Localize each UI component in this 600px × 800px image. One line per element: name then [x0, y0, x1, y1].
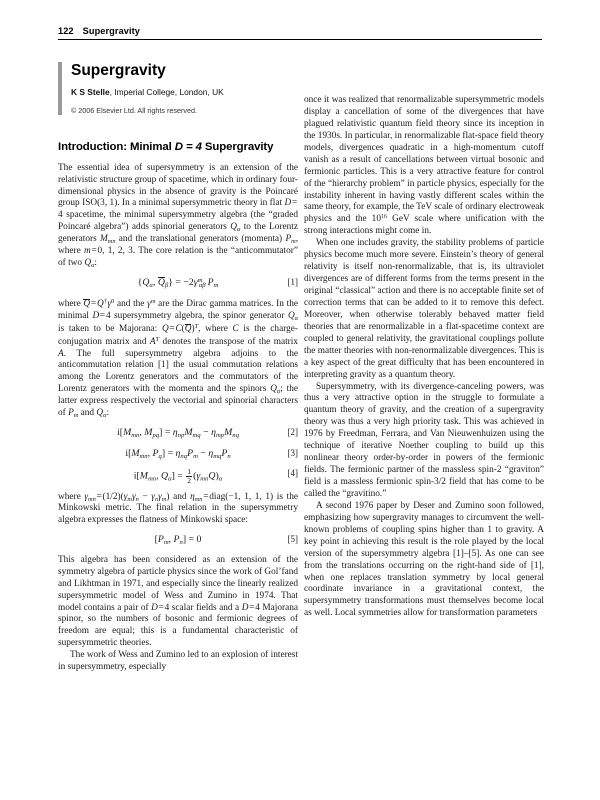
para2-c: are the Dirac gamma matrices. In the minimal: [58, 298, 298, 321]
running-head-title: Supergravity: [82, 26, 141, 36]
equation-2-number: [2]: [287, 427, 298, 438]
equation-3: [58, 448, 298, 461]
right-paragraph-3: Supersymmetry, with its divergence-canceling powers, was thus a very attractive option in the struggle to formulate a quantum theory of gravity, and the creation of a supergravity theory was thus a very high priority task. This was achieved in 1976 by Freedman, Ferrara, and Van Nieuwenhuizen using the technique of iterative Noether coupling to build up this nonlinear theory order-by-order in powers of the fermionic fields. The fermionic partner of the massless spin-2 “graviton” field is a massless fermionic spin-3/2 field that has come to be called the “gravitino.”: [304, 381, 544, 499]
para1-b: spacetime, the minimal supersymmetry algebra (the “graded Poincaré algebra”) adds spinorial generators: [58, 210, 298, 233]
equation-5-body: [$P_m$, $P_n] = 0$: [154, 534, 202, 547]
section-heading-math: D = 4: [174, 141, 202, 153]
math-pm: P: [285, 234, 292, 245]
para2-j: ; the latter express respectively the vectorial and spinorial characters of: [58, 384, 298, 419]
equation-5-number: [5]: [287, 534, 298, 545]
equation-3-number: [3]: [287, 447, 298, 458]
para2-k: and: [78, 408, 97, 419]
para2-l: :: [106, 408, 110, 419]
equation-2-body: $i[M_{mn}$, $M_{pq}] = \eta_{np}M_{mq} - \eta_{mp}M_{nq}$: [117, 427, 239, 440]
copyright-notice: © 2006 Elsevier Ltd. All rights reserved.: [71, 105, 197, 115]
math-m-values: m: [83, 246, 91, 257]
para4-a: This algebra has been considered as an extension of the symmetry algebra of particle physics since the work of Gol’fand and Likhtman in 1971, and especially since the linearly realized supersymmetric model of Wess and Zumino in 1974. That model contains a pair of: [58, 554, 298, 613]
para4-b: scalar fields and a: [169, 602, 242, 613]
page-title: Supergravity: [71, 62, 166, 79]
equation-2: [58, 427, 298, 440]
author-affiliation: , Imperial College, London, UK: [109, 86, 224, 97]
equation-1-body: {$Q_\alpha$, $Q_\beta\} = -2\gamma^m_{\alpha\beta}$ $P_m$: [137, 277, 219, 290]
para2-d: supersymmetry algebra, the spinor generator: [110, 310, 288, 321]
byline: [71, 87, 298, 98]
column-left: [58, 140, 298, 674]
para1-g: :: [94, 258, 97, 269]
para2-i: . The full supersymmetry algebra adjoins to the anticommutation relation [1] the usual commutation relations among the Lorentz generators and the commutators of the Lorentz generators with the momenta and the spinors: [58, 348, 298, 395]
paragraph-4: This algebra has been considered as an extension of the symmetry algebra of particle physics since the work of Gol’fand and Likhtman in 1971, and especially since the linearly realized supersymmetric model of Wess and Zumino in 1974. That model contains a pair of D = 4 scalar fields and a D = 4 Majorana spinor, so the numbers of bosonic and fermionic degrees of freedom are equal; this is a fundamental characteristic of supersymmetric theories.: [58, 554, 298, 649]
paragraph-5: The work of Wess and Zumino led to an explosion of interest in supersymmetry, especially: [58, 650, 298, 673]
right-para1-a: once it was realized that renormalizable supersymmetric models display a cancellation of some of the divergences that have plagued relativistic quantum field theory since its inception in the 1930s. In particular, in renormalizable flat-space field theory models, divergences quadratic in a high-momentum cutoff vanish as a result of cancellations between virtual bosonic and fermionic particles. This is a very attractive feature for control of the “hierarchy problem” in particle physics, especially for the instability inherent in having vastly different scales within the same theory, for example, the TeV scale of ordinary electroweak physics and the 10: [304, 95, 544, 225]
equation-4: [58, 468, 298, 485]
para1-d: and the translational generators (momenta): [115, 234, 286, 245]
math-mmn: M: [100, 234, 108, 245]
para3-b: and: [169, 491, 191, 502]
para4-c: Majorana spinor, so the numbers of bosonic and fermionic degrees of freedom are equal; this is a fundamental characteristic of supersymmetric theories.: [58, 602, 298, 649]
equation-5: [58, 534, 298, 547]
paragraph-2: where Q = $Q^\dagger\gamma^0$ and the $\gamma^m$ are the Dirac gamma matrices. In the minimal D = 4 supersymmetry algebra, the spinor generator $Q_\alpha$ is taken to be Majorana: Q = $C(Q)^T$, where C is the charge-conjugation matrix and $A^T$ denotes the transpose of the matrix A. The full supersymmetry algebra adjoins to the anticommutation relation [1] the usual commutation relations among the Lorentz generators and the commutators of the Lorentz generators with the momenta and the spinors $Q_\alpha$; the latter express respectively the vectorial and spinorial characters of $P_m$ and $Q_\alpha$:: [58, 297, 298, 419]
para2-f: , where: [198, 323, 233, 334]
section-heading-part-after: Supergravity: [201, 141, 274, 153]
equation-reference-1[interactable]: [1]: [530, 560, 542, 571]
section-heading-introduction: [58, 140, 298, 155]
right-paragraph-4: [304, 501, 544, 620]
section-heading-part-before: Introduction: Minimal: [58, 141, 175, 153]
author-name: K S Stelle: [71, 86, 110, 97]
paragraph-1: The essential idea of supersymmetry is an extension of the relativistic structure group of spacetime, which in ordinary four-dimensional physics in the absence of gravity is the Poincaré group ISO(3, 1). In a minimal supersymmetric theory in flat D = 4 spacetime, the minimal supersymmetry algebra (the “graded Poincaré algebra”) adds spinorial generators $Q_\alpha$ to the Lorentz generators $M_{mn}$ and the translational generators (momenta) $P_m$, where m = 0, 1, 2, 3. The core relation is the “anticommutator” of two $Q_\alpha$:: [58, 162, 299, 269]
right-para4-c: , when one replaces translation symmetry by local general coordinate invariance in a gravitational context, the supersymmetry transformations must themselves become local as well. Local symmetries allow for transformation parameters: [304, 560, 544, 619]
right-para4-b: . As one can see from the translations occurring on the right-hand side of: [304, 548, 544, 571]
equation-3-body: $i[M_{mn}$, $P_q] = \eta_{nq}P_m - \eta_{mq}P_n$: [125, 447, 231, 460]
math-q-alpha-b: Q: [84, 258, 92, 269]
running-head: [58, 26, 542, 40]
para2-g: is the charge-conjugation matrix and: [58, 323, 298, 347]
para2-h: denotes the transpose of the matrix: [159, 336, 298, 347]
para2-a: where: [58, 298, 84, 309]
para1-e: , where: [58, 234, 299, 257]
right-para1-exponent: 16: [380, 214, 388, 221]
math-q-alpha-a: Q: [230, 222, 238, 233]
right-paragraph-1: [304, 95, 544, 238]
page-folio: 122: [58, 26, 74, 36]
equation-1-number: [1]: [287, 277, 298, 288]
para3-a: where: [58, 491, 85, 502]
para1-c: to the Lorentz generators: [58, 222, 298, 245]
right-para1-b: GeV scale where unification with the strong interactions might come in.: [304, 214, 544, 237]
equation-1: [58, 277, 298, 291]
para1-a: The essential idea of supersymmetry is an extension of the relativistic structure group of spacetime, which in ordinary four-dimensional physics in the absence of gravity is the Poincaré group ISO(3, 1). In a minimal supersymmetric theory in flat: [58, 162, 298, 209]
equation-4-body: $i[M_{mn}$, $Q_\alpha$] = $\frac{1}{2}$ $(\gamma_{mn}Q)_\alpha$: [133, 466, 223, 485]
para2-b: and the: [114, 298, 148, 309]
equation-4-number: [4]: [287, 467, 298, 478]
article-title-block: [58, 62, 298, 115]
para1-f: . The core relation is the “anticommutator” of two: [58, 246, 298, 269]
para2-e: is taken to be Majorana:: [58, 323, 162, 334]
para3-c: is the Minkowski metric. The final relation in the supersymmetry algebra expresses the flatness of Minkowski space:: [58, 491, 298, 526]
right-paragraph-2: When one includes gravity, the stability problems of particle physics become much more severe. Einstein’s theory of general relativity is itself non-renormalizable, that is, its ultraviolet divergences are of different forms from the terms present in the original “classical” action and there is no acceptable finite set of correction terms that can be added to it to remove this defect. Moreover, when otherwise tolerably behaved matter field theories that are renormalizable in a flat-spacetime context are coupled to general relativity, the gravitational couplings pollute the matter theories with non-renormalizable divergences. This is a key aspect of the great difficulty that has been encountered in interpreting gravity as a quantum theory.: [304, 238, 544, 380]
right-para4-a: A second 1976 paper by Deser and Zumino soon followed, emphasizing how supergravity manages to circumvent the well-known problems of coupling spins higher than 1 to gravity. A key point in achieving this result is the role played by the local version of the supersymmetry algebra: [304, 500, 544, 559]
column-right: [304, 95, 544, 620]
equation-reference-1-5[interactable]: [1]–[5]: [453, 548, 480, 559]
paragraph-3: where $\gamma_{mn}$ = $(1/2)(\gamma_m\gamma_n - \gamma_n\gamma_m)$ and $\eta_{mn}$ = diag(−1, 1, 1, 1) is the Minkowski metric. The final relation in the supersymmetry algebra expresses the flatness of Minkowski space:: [58, 491, 298, 526]
math-d4-a: D: [284, 198, 292, 209]
